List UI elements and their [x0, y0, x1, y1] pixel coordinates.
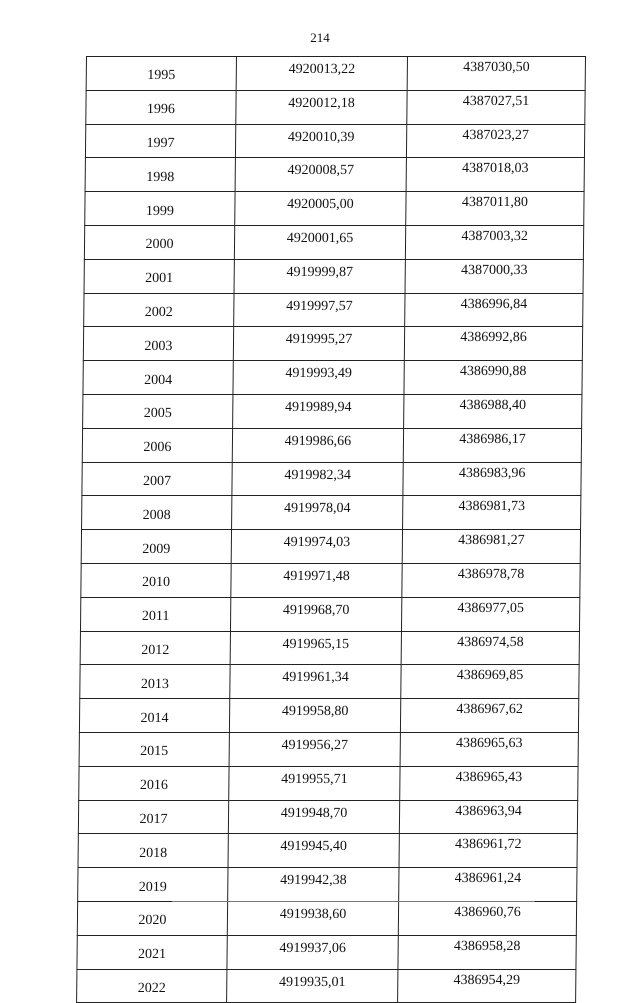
x-coordinate-cell: 4920013,22	[236, 57, 407, 91]
y-coordinate-cell: 4386986,17	[403, 428, 581, 462]
y-coordinate-cell: 4386965,63	[400, 732, 578, 766]
footer-line	[175, 901, 535, 902]
y-coordinate-cell: 4386981,27	[402, 530, 580, 564]
table-row	[80, 665, 579, 699]
y-coordinate-cell: 4386967,62	[400, 699, 578, 733]
year-cell: 2004	[83, 361, 233, 395]
coordinates-table	[76, 56, 586, 1003]
x-coordinate-cell: 4919974,03	[231, 530, 402, 564]
y-coordinate-cell: 4386965,43	[400, 766, 578, 800]
page-number: 214	[310, 30, 330, 45]
x-coordinate-cell: 4919935,01	[227, 969, 398, 1003]
table-row	[78, 800, 577, 834]
year-cell: 2008	[82, 496, 232, 530]
year-cell: 2022	[77, 969, 227, 1003]
table-row	[77, 901, 576, 935]
table-body	[77, 57, 586, 1003]
y-coordinate-cell: 4386977,05	[401, 597, 579, 631]
x-coordinate-cell: 4919945,40	[228, 834, 399, 868]
x-coordinate-cell: 4920012,18	[236, 90, 407, 124]
table-row	[83, 327, 582, 361]
x-coordinate-cell: 4919978,04	[232, 496, 403, 530]
year-cell: 2003	[83, 327, 233, 361]
x-coordinate-cell: 4919995,27	[233, 327, 404, 361]
y-coordinate-cell: 4386974,58	[401, 631, 579, 665]
x-coordinate-cell: 4919942,38	[228, 868, 399, 902]
year-cell: 1996	[86, 90, 236, 124]
year-cell: 1995	[86, 57, 236, 91]
y-coordinate-cell: 4387003,32	[405, 225, 583, 259]
y-coordinate-cell: 4387000,33	[405, 259, 583, 293]
year-cell: 2012	[80, 631, 230, 665]
x-coordinate-cell: 4919968,70	[230, 597, 401, 631]
year-cell: 2017	[78, 800, 228, 834]
x-coordinate-cell: 4919948,70	[228, 800, 399, 834]
table-row	[80, 631, 579, 665]
x-coordinate-cell: 4920010,39	[235, 124, 406, 158]
x-coordinate-cell: 4919999,87	[234, 259, 405, 293]
table-row	[81, 563, 580, 597]
year-cell: 2010	[81, 563, 231, 597]
y-coordinate-cell: 4386992,86	[404, 327, 582, 361]
year-cell: 2020	[77, 901, 227, 935]
y-coordinate-cell: 4386969,85	[401, 665, 579, 699]
y-coordinate-cell: 4386990,88	[404, 361, 582, 395]
x-coordinate-cell: 4919956,27	[229, 732, 400, 766]
y-coordinate-cell: 4387011,80	[406, 192, 584, 226]
x-coordinate-cell: 4919937,06	[227, 935, 398, 969]
year-cell: 2002	[84, 293, 234, 327]
year-cell: 2001	[84, 259, 234, 293]
table-row	[79, 766, 578, 800]
y-coordinate-cell: 4386958,28	[398, 935, 576, 969]
y-coordinate-cell: 4386961,72	[399, 834, 577, 868]
x-coordinate-cell: 4919982,34	[232, 462, 403, 496]
year-cell: 2014	[79, 699, 229, 733]
x-coordinate-cell: 4919965,15	[230, 631, 401, 665]
table-row	[82, 496, 581, 530]
table-row	[86, 90, 585, 124]
x-coordinate-cell: 4919989,94	[233, 394, 404, 428]
table-row	[82, 462, 581, 496]
table-row	[79, 732, 578, 766]
table-row	[85, 124, 584, 158]
y-coordinate-cell: 4386983,96	[403, 462, 581, 496]
x-coordinate-cell: 4919993,49	[233, 361, 404, 395]
table-row	[83, 361, 582, 395]
y-coordinate-cell: 4386963,94	[399, 800, 577, 834]
table-row	[86, 57, 585, 91]
table-row	[83, 394, 582, 428]
table-row	[84, 225, 583, 259]
y-coordinate-cell: 4386981,73	[403, 496, 581, 530]
year-cell: 2018	[78, 834, 228, 868]
table-row	[78, 868, 577, 902]
x-coordinate-cell: 4920005,00	[235, 192, 406, 226]
year-cell: 1997	[85, 124, 235, 158]
year-cell: 2000	[84, 225, 234, 259]
table-row	[78, 834, 577, 868]
year-cell: 2007	[82, 462, 232, 496]
year-cell: 2005	[83, 394, 233, 428]
y-coordinate-cell: 4387027,51	[407, 90, 585, 124]
year-cell: 2009	[81, 530, 231, 564]
y-coordinate-cell: 4386988,40	[404, 394, 582, 428]
y-coordinate-cell: 4386996,84	[405, 293, 583, 327]
table-row	[79, 699, 578, 733]
x-coordinate-cell: 4919938,60	[227, 901, 398, 935]
x-coordinate-cell: 4919997,57	[234, 293, 405, 327]
year-cell: 1999	[85, 192, 235, 226]
year-cell: 2015	[79, 732, 229, 766]
table-row	[81, 530, 580, 564]
y-coordinate-cell: 4386978,78	[402, 563, 580, 597]
table-row	[77, 969, 576, 1003]
year-cell: 2011	[80, 597, 230, 631]
table-row	[77, 935, 576, 969]
x-coordinate-cell: 4919955,71	[229, 766, 400, 800]
table-row	[85, 158, 584, 192]
y-coordinate-cell: 4386961,24	[399, 868, 577, 902]
x-coordinate-cell: 4919958,80	[229, 699, 400, 733]
table-row	[84, 293, 583, 327]
y-coordinate-cell: 4387018,03	[406, 158, 584, 192]
y-coordinate-cell: 4387023,27	[406, 124, 584, 158]
table-row	[80, 597, 579, 631]
y-coordinate-cell: 4386960,76	[398, 901, 576, 935]
table-row	[84, 259, 583, 293]
x-coordinate-cell: 4919971,48	[231, 563, 402, 597]
year-cell: 1998	[85, 158, 235, 192]
table-container	[76, 56, 582, 1003]
y-coordinate-cell: 4386954,29	[398, 969, 576, 1003]
year-cell: 2006	[82, 428, 232, 462]
table-row	[85, 192, 584, 226]
x-coordinate-cell: 4920008,57	[235, 158, 406, 192]
year-cell: 2016	[79, 766, 229, 800]
table-row	[82, 428, 581, 462]
year-cell: 2021	[77, 935, 227, 969]
x-coordinate-cell: 4920001,65	[234, 225, 405, 259]
year-cell: 2013	[80, 665, 230, 699]
year-cell: 2019	[78, 868, 228, 902]
x-coordinate-cell: 4919961,34	[230, 665, 401, 699]
x-coordinate-cell: 4919986,66	[232, 428, 403, 462]
y-coordinate-cell: 4387030,50	[407, 57, 585, 91]
